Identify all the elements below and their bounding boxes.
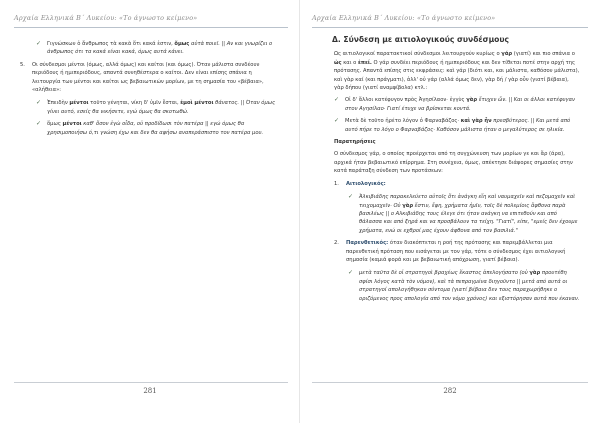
- checkmark-icon: ✓: [36, 99, 42, 107]
- header-rule: [312, 27, 588, 28]
- remarks-heading: Παρατηρήσεις: [334, 139, 376, 146]
- remarks-paragraph: Ο σύνδεσμος γάρ, ο οποίος προέρχεται από τη συγχώνευση των μορίων γε και ἄρ (άρα), αρχικά ήταν βεβαιωτικό επίρρημα. Στη συνέχεια, όμως, απέκτησε διάφορες σημασίες στην κατά παράταξη σύνδεση των προτάσεων:: [334, 151, 573, 175]
- header-rule: [14, 27, 288, 28]
- checkmark-icon: ✓: [348, 193, 354, 201]
- checkmark-icon: ✓: [348, 269, 354, 277]
- example-bullet: ✓ Μετὰ δὲ τοῦτο ἡρέτο λόγον ὁ Φαρναβάζος· καὶ γὰρ ἦν πρεσβύτερος. || Και μετά από αυτό πήρε το λόγο ο Φαρναβάζος· Καθόσον μάλιστα ήταν ο μεγαλύτερος σε ηλικία.: [334, 117, 571, 133]
- checkmark-icon: ✓: [36, 120, 42, 128]
- section-title: Δ. Σύνδεση με αιτιολογικούς συνδέσμους: [332, 35, 510, 44]
- left-page-content: [20, 40, 278, 141]
- example-bullet: ✓ Ἐπειδὴν μέντοι τοῦτο γένηται, νίκη δ' ὑμῖν ἔσται, ἐμοὶ μέντοι θάνατος. || Όταν όμως γίνει αυτό, εσείς θα νικήσετε, εγώ όμως θα σκοτωθώ.: [36, 99, 276, 115]
- right-page: [300, 0, 600, 423]
- checkmark-icon: ✓: [334, 96, 340, 104]
- point-text: όταν διακόπτεται η ροή της πρότασης και παρεμβάλλεται μια παρενθετική πρόταση που εισάγεται με τον γάρ, τότε ο σύνδεσμος έχει αιτιολογική σημασία (καμιά φορά και με βεβαιωτική απόχρωση, γιατί βέβαια).: [346, 240, 566, 263]
- page-number: 282: [443, 387, 457, 395]
- checkmark-icon: ✓: [334, 117, 340, 125]
- item-number: 1.: [334, 180, 339, 187]
- item-number: 2.: [334, 240, 339, 247]
- item-number: 5.: [20, 61, 25, 68]
- example-bullet: ✓ Γιγνώσκων ὁ ἄνθρωπος τὰ κακὰ ὅτι κακά ἐστιν, ὅμως αὐτὰ ποιεῖ. || Αν και γνωρίζει ο άνθρωπος ότι τα κακά είναι κακά, όμως αυτά κάνει.: [36, 40, 273, 56]
- example-bullet: ✓ Οἱ δ' ἄλλοι κατέφυγον πρὸς Ἀγησίλαον· ἐγγὺς γὰρ ἔτυχεν ὤν. || Και οι άλλοι κατέφυγαν στον Αγησίλαο· Γιατί έτυχε να βρίσκεται κοντά.: [334, 96, 575, 112]
- example-bullet: ✓ μετὰ ταῦτα δὲ οἱ στρατηγοὶ βραχέως ἕκαστος ἀπελογήσατο (οὐ γὰρ προυτέθη σφίσι λόγος κατὰ τὸν νόμον), καὶ τὰ πεπραγμένα διηγοῦντο || μετά από αυτά οι στρατηγοί απολογήθηκαν σύντομα (γιατί βέβαια δεν τους παραχωρήθηκε ο οριζόμενος προς απολογία από τον νόμο χρόνος) και εξιστόρησαν αυτά που έκαναν.: [348, 269, 580, 302]
- numbered-point-1: [334, 180, 580, 188]
- page-number: 281: [143, 387, 157, 395]
- running-header: Αρχαία Ελληνικά Β΄ Λυκείου: «Το άγνωστο κείμενο»: [312, 14, 496, 22]
- example-bullet: ✓ Ἀλκιβιάδης παρακελεύετο αὐτοῖς ὅτι ἀνάγκη εἴη καὶ ναυμαχεῖν καὶ πεζομαχεῖν καὶ τειχομαχεῖν· Οὐ γὰρ ἔστιν, ἔφη, χρήματα ἡμῖν, τοῖς δὲ πολεμίοις ἄφθονα παρὰ βασιλέως || ο Αλκιβιάδης τους έλεγε ότι ήταν ανάγκη να επιτεθούν και από θάλασσα και από ξηρά και να προσβάλουν τα τείχη. "Γιατί", είπε, "εμείς δεν έχουμε χρήματα, ενώ οι εχθροί μας έχουν άφθονα από τον βασιλιά.": [348, 193, 578, 234]
- point-label: Παρενθετικός:: [346, 240, 389, 247]
- item-text: Οι σύνδεσμοι μέντοι (όμως, αλλά όμως) και καίτοι (και όμως). Όταν μάλιστα συνδέουν περιόδους ή ημιπεριόδους, απαντά συνηθέστερα ο καίτοι. Δεν είναι επίσης σπάνια η λειτουργία των μέντοι και καίτοι ως βεβαιωτικών μορίων, με τη σημασία του «βέβαια», «αλήθεια»:: [32, 61, 264, 94]
- point-label: Αιτιολογικός:: [346, 180, 386, 187]
- running-header: Αρχαία Ελληνικά Β΄ Λυκείου: «Το άγνωστο κείμενο»: [14, 14, 198, 22]
- example-bullet: ✓ ὅμως μέντοι καθ' ὅσον ἐγὼ οἶδα, οὐ προδίδωσι τὸν πατέρα || εγώ όμως θα χρησιμοποιήσω ό,τι γνώση έχω και δεν θα αφήσω αναπεράσπιστο τον πατέρα μου.: [36, 120, 264, 136]
- footer-rule: [312, 382, 588, 383]
- footer-rule: [14, 382, 288, 383]
- right-page-content: [334, 36, 580, 307]
- numbered-item-5: [20, 61, 278, 95]
- intro-paragraph: Ως αιτιολογικοί παρατακτικοί σύνδεσμοι λειτουργούν κυρίως ο γάρ (γιατί) και πιο σπάνια ο ὡς και ο ἐπεί. Ο γάρ συνδέει περιόδους ή ημιπεριόδους και δεν τίθεται ποτέ στην αρχή της πρότασης. Απαντά επίσης στις εκφράσεις: καὶ γάρ (διότι και, και μάλιστα, καθόσον μάλιστα), καὶ γὰρ καί (και πράγματι), ἀλλ' οὐ γάρ (αλλά όμως δεν), γὰρ δή / γὰρ οὖν (γιατί βέβαια), γὰρ δήπου (γιατί αναμφίβολα) κτλ.:: [334, 51, 580, 92]
- numbered-point-2: [334, 239, 580, 264]
- checkmark-icon: ✓: [36, 40, 42, 47]
